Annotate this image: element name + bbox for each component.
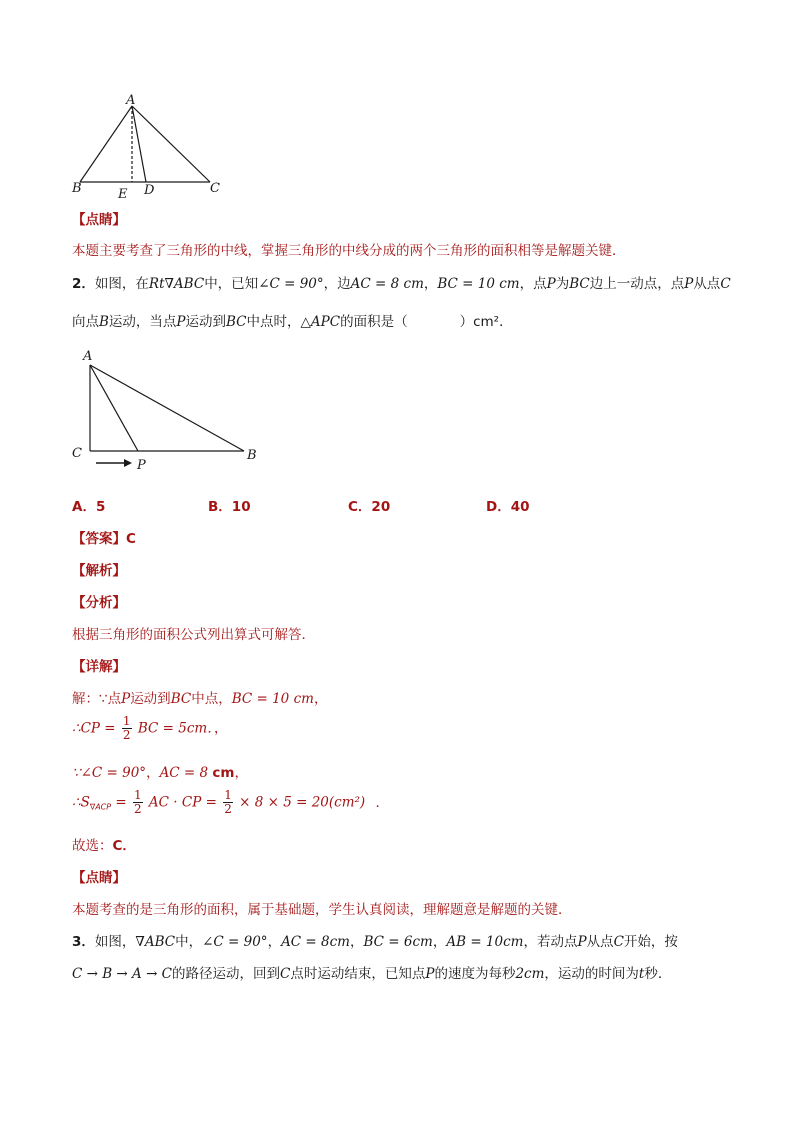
sol-area-sub: ∇ACP xyxy=(89,802,112,812)
q3-c: C xyxy=(613,934,624,950)
q2-fenxi-tag: 【分析】 xyxy=(72,595,126,611)
q2-text: 边上一动点，点 xyxy=(589,276,685,292)
frac-num: 1 xyxy=(224,788,232,802)
q3-angle-c: ∠C = 90° xyxy=(202,934,268,950)
label-e: E xyxy=(118,187,128,202)
sol-ac: AC = 8 xyxy=(159,765,209,781)
sol-bc: BC xyxy=(170,691,192,707)
side-ab xyxy=(80,106,132,182)
option-value: 20 xyxy=(371,499,391,515)
option-letter: A． xyxy=(72,499,96,515)
q2-answer xyxy=(72,527,136,547)
frac-den: 2 xyxy=(224,802,232,816)
q2-text: 从点 xyxy=(693,276,721,292)
q3-p: P xyxy=(425,966,435,982)
q2-angle-c: ∠C = 90° xyxy=(258,276,324,292)
choose-value: C． xyxy=(112,838,136,854)
q3-text: 秒． xyxy=(644,966,672,982)
q3-path: C → B → A → C xyxy=(72,966,173,982)
q2-option-b xyxy=(208,495,251,515)
sol-dot: ． xyxy=(375,794,389,811)
q2-text: ）cm²． xyxy=(459,314,513,330)
option-letter: C． xyxy=(348,499,372,515)
q2-b: B xyxy=(99,314,109,330)
q2-ac: AC = 8 cm xyxy=(350,276,424,292)
q2-triangle: ∇ABC xyxy=(164,276,205,292)
q2-text: 中，已知 xyxy=(204,276,259,292)
q2-detail-tag: 【详解】 xyxy=(72,659,126,675)
q3-t: t xyxy=(638,966,645,982)
frac-den: 2 xyxy=(133,802,142,816)
q2-bc: BC xyxy=(226,314,247,330)
q3-text: ， xyxy=(267,934,282,950)
q2-comment-text: 本题考查的是三角形的面积，属于基础题，学生认真阅读，理解题意是解题的关键． xyxy=(72,902,572,918)
sol-bc-eq: BC = 10 cm xyxy=(231,691,314,707)
q3-text: 的路径运动，回到 xyxy=(172,966,281,982)
q1-comment-text: 本题主要考查了三角形的中线，掌握三角形的中线分成的两个三角形的面积相等是解题关键． xyxy=(72,243,626,259)
q3-ab: AB = 10cm xyxy=(446,934,524,950)
option-value: 40 xyxy=(510,499,530,515)
q2-comment-tag: 【点睛】 xyxy=(72,870,126,886)
q3-speed: 2cm xyxy=(515,966,545,982)
q2-rt: Rt xyxy=(148,276,165,292)
arrow-head-icon xyxy=(124,459,132,467)
frac-den: 2 xyxy=(122,728,131,742)
fraction-half xyxy=(223,789,233,816)
q2-p: P xyxy=(176,314,186,330)
q2-text: 向点 xyxy=(72,314,99,330)
side-ab xyxy=(90,365,244,451)
q2-c: C xyxy=(720,276,731,292)
option-value: 10 xyxy=(231,499,251,515)
q2-text: 如图，在 xyxy=(94,276,149,292)
q3-text: 如图， xyxy=(94,934,136,950)
sol-area-s: ∴S xyxy=(72,794,90,811)
q3-stem-line2 xyxy=(72,962,671,982)
sol-text: ， xyxy=(234,765,248,781)
q2-analysis-tag: 【解析】 xyxy=(72,563,126,579)
figure-triangle-abc-median xyxy=(66,92,236,202)
option-letter: D． xyxy=(486,499,511,515)
q2-solution-line2 xyxy=(72,715,227,742)
sol-p: P xyxy=(121,691,131,707)
q2-text: 运动到 xyxy=(185,314,227,330)
q2-text: ， xyxy=(423,276,438,292)
sol-text: 运动到 xyxy=(130,691,171,707)
figure-right-triangle-apc xyxy=(66,345,276,475)
label-a: A xyxy=(126,93,136,108)
q2-solution-line1 xyxy=(72,687,327,707)
label-p: P xyxy=(137,458,146,473)
q3-number: 3． xyxy=(72,934,95,950)
q2-bc: BC = 10 cm xyxy=(437,276,520,292)
q2-option-c xyxy=(348,495,390,515)
fraction-half xyxy=(133,789,143,816)
q2-text: 为 xyxy=(555,276,570,292)
q3-text: 点时运动结束，已知点 xyxy=(290,966,426,982)
q2-text: 的面积是（ xyxy=(340,314,408,330)
answer-value: C xyxy=(126,531,136,547)
sol-text: 中点， xyxy=(191,691,232,707)
sol-tail: × 8 × 5 = 20(cm²) xyxy=(239,794,366,811)
q2-p: P xyxy=(684,276,694,292)
q3-text: 中， xyxy=(175,934,203,950)
q3-text: ，若动点 xyxy=(523,934,578,950)
q3-text: ，运动的时间为 xyxy=(544,966,639,982)
q2-choose xyxy=(72,834,136,854)
label-c: C xyxy=(72,446,82,461)
sol-cp-lhs: ∴CP = xyxy=(72,720,116,737)
q2-p: P xyxy=(546,276,556,292)
q2-option-a xyxy=(72,495,105,515)
sol-text: ， xyxy=(313,691,328,707)
q3-bc: BC = 6cm xyxy=(363,934,433,950)
q2-stem-line1 xyxy=(72,272,731,292)
label-d: D xyxy=(144,183,155,198)
q2-text: 中点时， xyxy=(246,314,301,330)
label-b: B xyxy=(72,181,82,196)
q3-text: 的速度为每秒 xyxy=(434,966,516,982)
frac-num: 1 xyxy=(122,714,131,728)
q3-p: P xyxy=(577,934,587,950)
q3-text: ， xyxy=(350,934,364,950)
sol-unit: cm xyxy=(212,765,235,781)
q2-solution-line3 xyxy=(72,761,248,781)
label-c: C xyxy=(210,181,220,196)
frac-num: 1 xyxy=(133,788,142,802)
label-b: B xyxy=(247,448,257,463)
q3-text: 从点 xyxy=(586,934,614,950)
q3-stem-line1 xyxy=(72,930,678,950)
q2-stem-line2 xyxy=(72,310,513,330)
q2-text: ，点 xyxy=(519,276,547,292)
q2-text: ，边 xyxy=(323,276,351,292)
q2-solution-line4 xyxy=(72,789,389,816)
sol-text: ， xyxy=(146,765,160,781)
q2-fenxi-text: 根据三角形的面积公式列出算式可解答． xyxy=(72,627,315,643)
q1-comment-tag: 【点睛】 xyxy=(72,212,126,228)
q3-text: 开始，按 xyxy=(623,934,678,950)
q2-triangle-apc: △APC xyxy=(300,314,341,330)
q2-option-d xyxy=(486,495,530,515)
fraction-half xyxy=(122,715,132,742)
q3-ac: AC = 8cm xyxy=(281,934,350,950)
q3-text: ， xyxy=(432,934,447,950)
q2-number: 2． xyxy=(72,276,95,292)
q3-triangle: ∇ABC xyxy=(135,934,176,950)
sol-text: 解：∵点 xyxy=(72,691,122,707)
answer-tag: 【答案】 xyxy=(72,531,126,547)
sol-cp-rhs: BC = 5cm． xyxy=(137,720,214,737)
choose-text: 故选： xyxy=(72,838,113,854)
option-letter: B． xyxy=(208,499,232,515)
sol-text: ， xyxy=(213,720,228,737)
q3-c: C xyxy=(280,966,291,982)
label-a: A xyxy=(83,349,93,364)
q2-text: 运动，当点 xyxy=(108,314,177,330)
option-value: 5 xyxy=(95,499,106,515)
q2-bc: BC xyxy=(569,276,590,292)
sol-mid: AC · CP = xyxy=(148,794,217,811)
sol-angle: ∵∠C = 90° xyxy=(72,765,147,781)
sol-eq: = xyxy=(115,794,127,811)
